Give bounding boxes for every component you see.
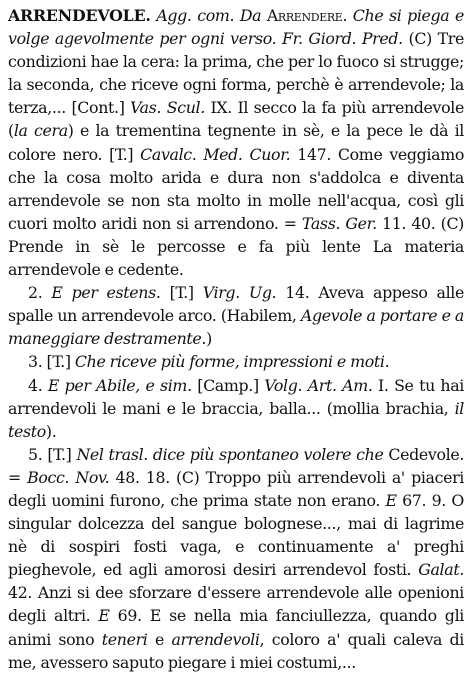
text-run: 14. Aveva appeso alle spalle un arrendevole arco. (Habilem, [8,283,465,326]
text-run: 147. Come veggiamo che la cosa molto arida e dura non s'addolca e diventa arrendevole se non sta molto in molle nell'acqua, così gli cuori molto aridi non si arrendono. = [8,144,464,233]
italic-text: Volg. Art. Am. [264,375,373,395]
italic-text: Galat. [418,560,464,580]
text-run: 67. 9. O singular dolcezza del sangue bolognese..., mai di lagrime nè di sospiri fosti vaga, e continuamente a' preghi pieghevole, ed agli amorosi desiri arrendevol fosti. [8,490,464,580]
italic-text: Virg. Ug. [202,283,277,303]
text-run: I. Se tu hai arrendevoli le mani e le braccia, balla... (mollia brachia, [8,375,464,418]
italic-text: E [98,606,110,626]
italic-text: Che riceve più forme, impressioni e moti. [74,352,390,372]
text-run: 11. 40. (C) Prende in sè le percosse e fa più lente La materia arrendevole e cedente. [8,213,464,280]
text-run: 69. E se nella mia fanciullezza, quando gli animi sono [8,606,464,649]
italic-text: Che si piega e volge agevolmente per ogni verso. Fr. Giord. Pred. [8,6,465,49]
italic-text: arrendevoli [171,629,260,649]
dictionary-entry-arrendevole [8,4,464,674]
headword: ARRENDEVOLE. [8,6,151,25]
text-run: [Camp.] [191,375,265,395]
text-run: ) e la trementina tegnente in sè, e la pece le dà il colore nero. [T.] [8,121,464,164]
italic-text: E [385,490,397,510]
italic-text: la cera [13,121,68,141]
italic-text: Cavalc. Med. Cuor. [140,144,291,164]
text-run: IX. Il secco la fa più arrendevole ( [8,98,464,141]
italic-text: E per Abile, e sim. [47,375,192,395]
text-run: .) [201,329,212,349]
italic-text: Agg. com. Da [150,6,267,25]
sense-paragraph [8,443,464,674]
italic-text: teneri [101,629,148,649]
text-run: 3. [T.] [28,352,75,372]
text-run: 5. [T.] [28,444,77,464]
italic-text: Agevole a portare e a maneggiare destramente [8,306,465,349]
text-run: 42. Anzi si dee sforzare d'essere arrendevole alle openioni degli altri. [8,583,464,626]
italic-text: Nel trasl. dice più spontaneo volere che [76,444,384,464]
italic-text: Tass. Ger. [301,213,377,233]
text-run: Cedevole. = [8,444,465,487]
italic-text: Bocc. Nov. [27,467,110,487]
text-run: (C) Tre condizioni hae la cera: la prima, che per lo fuoco si strugge; la seconda, che riceve ogni forma, perchè è arrendevole; la terza,... [Cont.] [8,29,464,118]
small-caps-text: Arrendere [266,6,343,25]
text-run: 4. [28,375,48,395]
text-run: [T.] [160,283,203,303]
sense-paragraph [8,281,464,350]
sense-paragraph [8,350,464,373]
text-run: 2. [28,283,52,303]
text-run: , coloro a' quali caleva di me, avessero saputo piegare i miei costumi,... [8,629,465,672]
text-run: e [147,629,172,649]
text-run: 48. 18. (C) Troppo più arrendevoli a' piaceri degli uomini furono, che prima state non erano. [8,467,465,510]
italic-text: Vas. Scul. [130,98,205,118]
italic-text: il testo [8,398,464,441]
sense-paragraph [8,374,464,443]
italic-text: E per estens. [51,283,161,303]
text-run: ). [45,421,57,441]
definition-paragraph [8,4,464,281]
text-run: . [342,6,353,25]
